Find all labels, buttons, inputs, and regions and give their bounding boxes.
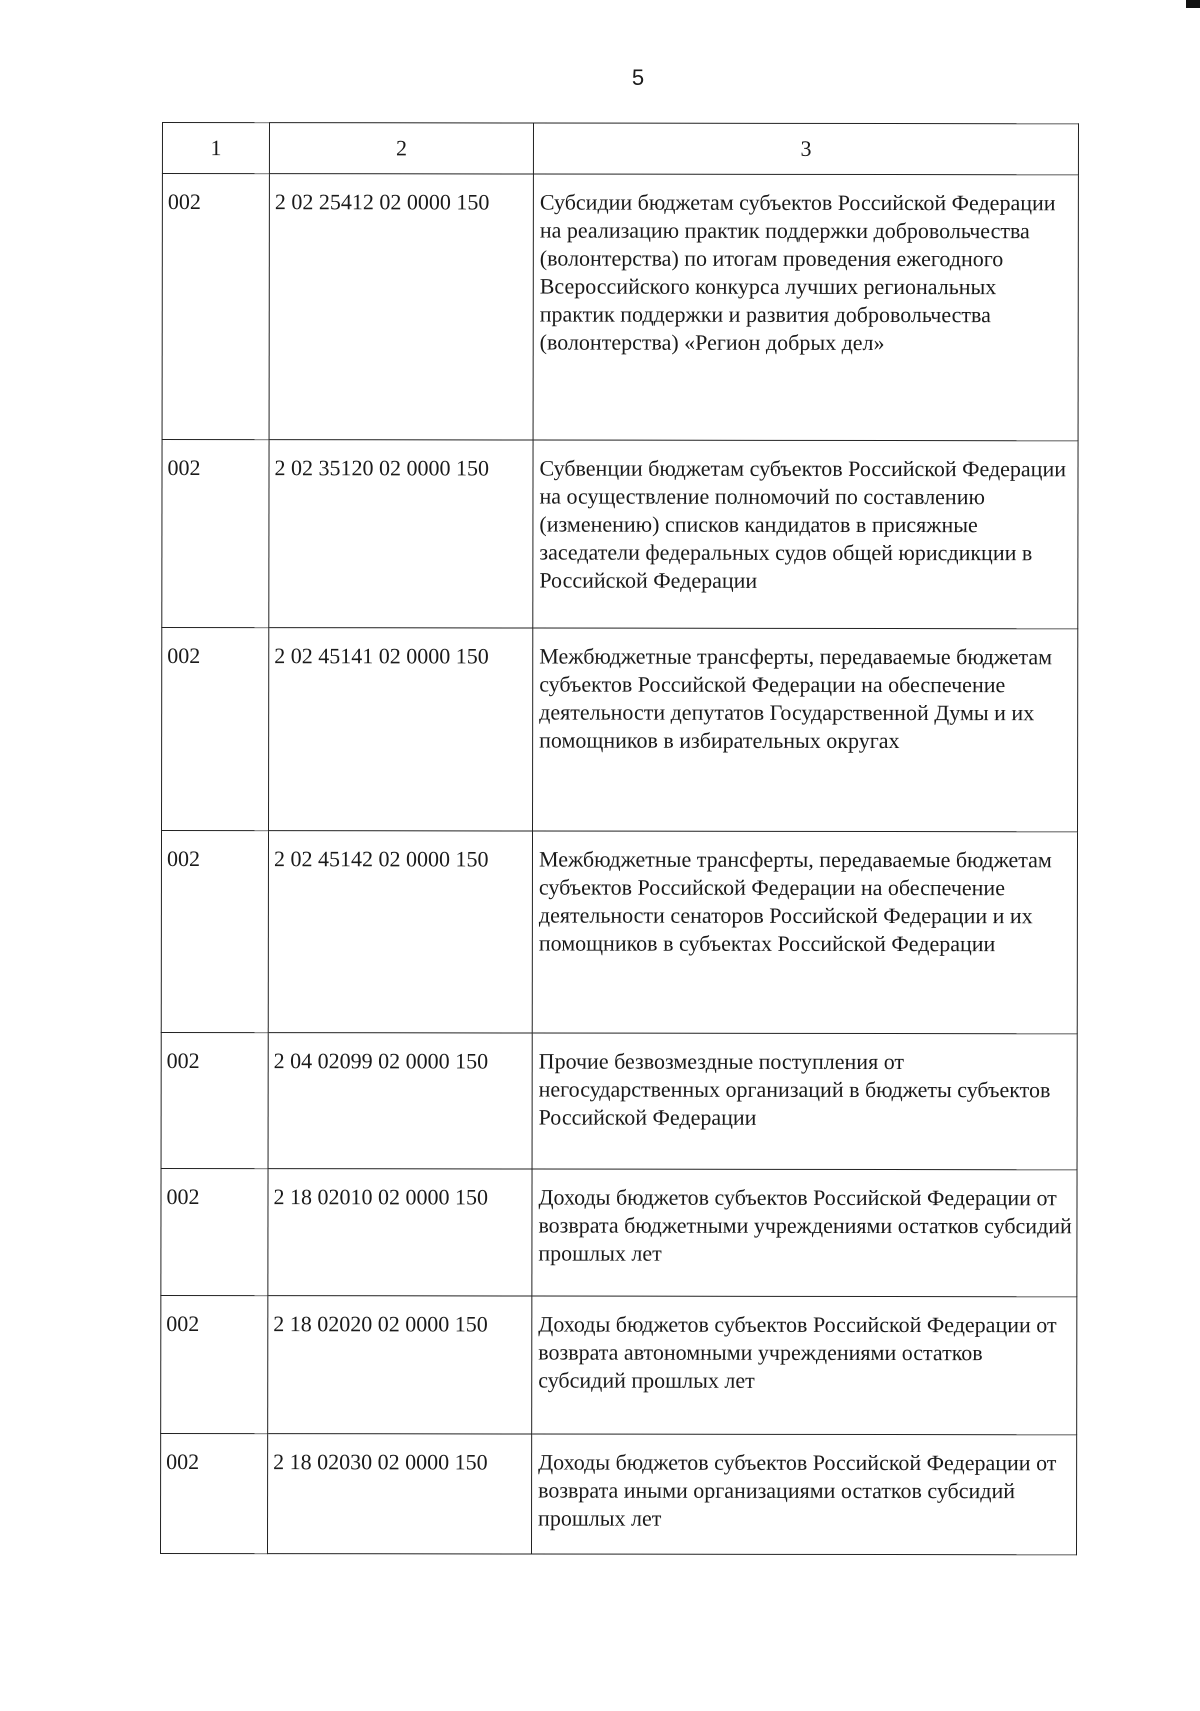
- column-header-2: 2: [269, 123, 533, 174]
- admin-code-cell: 002: [161, 1168, 268, 1295]
- kbk-code-cell: 2 02 35120 02 0000 150: [269, 440, 533, 628]
- kbk-code-cell: 2 18 02020 02 0000 150: [268, 1296, 532, 1434]
- scan-edge-mark: [1186, 0, 1200, 8]
- table-row: [161, 831, 1077, 1034]
- description-cell: Межбюджетные трансферты, передаваемые бюджетам субъектов Российской Федерации на обеспечение деятельности депутатов Государственной Думы и их помощников в избирательных округах: [533, 628, 1078, 832]
- kbk-code-cell: 2 02 45142 02 0000 150: [268, 831, 532, 1033]
- admin-code-cell: 002: [162, 440, 269, 628]
- table-row: [161, 1433, 1077, 1554]
- admin-code-cell: 002: [161, 1433, 268, 1553]
- admin-code-cell: 002: [162, 628, 269, 831]
- description-cell: Субвенции бюджетам субъектов Российской Федерации на осуществление полномочий по составлению (изменению) списков кандидатов в присяжные заседатели федеральных судов общей юрисдикции в Российской Федерации: [533, 440, 1078, 629]
- income-codes-table: [160, 122, 1079, 1555]
- description-cell: Доходы бюджетов субъектов Российской Федерации от возврата иными организациями остатков субсидий прошлых лет: [532, 1434, 1077, 1555]
- admin-code-cell: 002: [161, 1295, 268, 1433]
- table-row: [161, 1295, 1077, 1434]
- table-row: [162, 174, 1078, 441]
- description-cell: Доходы бюджетов субъектов Российской Федерации от возврата автономными учреждениями остатков субсидий прошлых лет: [532, 1296, 1077, 1435]
- kbk-code-cell: 2 02 25412 02 0000 150: [269, 174, 533, 440]
- kbk-code-cell: 2 18 02030 02 0000 150: [268, 1434, 532, 1554]
- table-row: [162, 628, 1078, 832]
- table-row: [161, 1032, 1077, 1169]
- admin-code-cell: 002: [162, 174, 269, 440]
- column-header-1: 1: [162, 123, 269, 174]
- table-header-row: [162, 123, 1078, 175]
- kbk-code-cell: 2 04 02099 02 0000 150: [268, 1033, 532, 1169]
- table-row: [161, 1168, 1077, 1296]
- admin-code-cell: 002: [161, 1032, 268, 1168]
- description-cell: Прочие безвозмездные поступления от негосударственных организаций в бюджеты субъектов Российской Федерации: [532, 1033, 1077, 1170]
- kbk-code-cell: 2 02 45141 02 0000 150: [269, 628, 533, 831]
- table-row: [162, 440, 1078, 629]
- description-cell: Межбюджетные трансферты, передаваемые бюджетам субъектов Российской Федерации на обеспечение деятельности сенаторов Российской Федерации и их помощников в субъектах Российской Федерации: [532, 831, 1077, 1034]
- kbk-code-cell: 2 18 02010 02 0000 150: [268, 1169, 532, 1296]
- column-header-3: 3: [533, 123, 1078, 175]
- description-cell: Доходы бюджетов субъектов Российской Федерации от возврата бюджетными учреждениями остатков субсидий прошлых лет: [532, 1169, 1077, 1297]
- description-cell: Субсидии бюджетам субъектов Российской Федерации на реализацию практик поддержки добровольчества (волонтерства) по итогам проведения ежегодного Всероссийского конкурса лучших региональных практик поддержки и развития добровольчества (волонтерства) «Регион добрых дел»: [533, 174, 1078, 441]
- page-number: 5: [631, 65, 645, 90]
- admin-code-cell: 002: [161, 831, 268, 1033]
